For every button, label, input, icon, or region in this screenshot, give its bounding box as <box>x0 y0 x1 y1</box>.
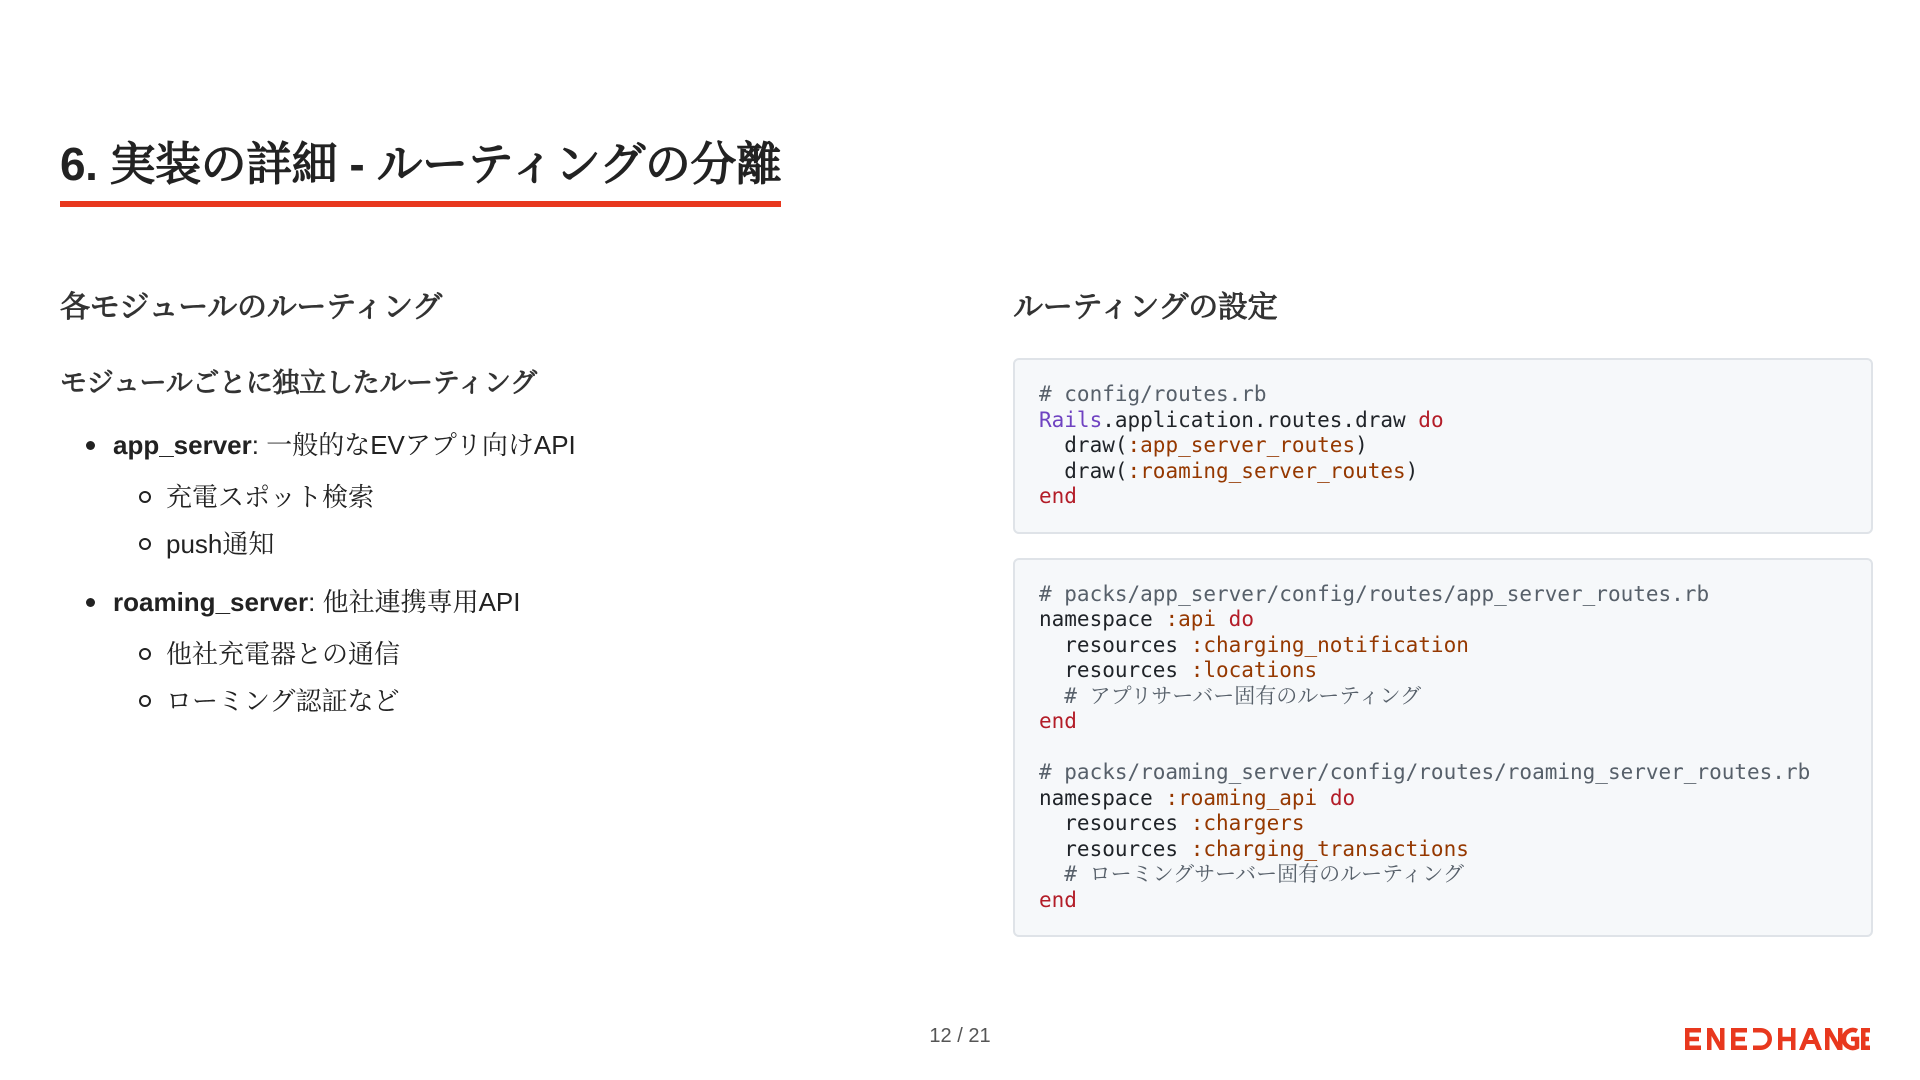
code-text: draw( <box>1039 433 1128 457</box>
module-description: 一般的なEVアプリ向けAPI <box>266 430 576 460</box>
code-text: draw( <box>1039 458 1128 483</box>
code-block-routes <box>1013 358 1873 534</box>
section-heading: 各モジュールのルーティング <box>60 291 442 324</box>
code-symbol: :charging_notification <box>1190 632 1469 657</box>
code-symbol: :app_server_routes <box>1127 433 1356 457</box>
module-name: app_server <box>113 430 252 460</box>
code-symbol: :roaming_server_routes <box>1127 458 1406 483</box>
code-keyword: do <box>1329 785 1356 810</box>
module-name: roaming_server <box>113 587 309 617</box>
section-heading: ルーティングの設定 <box>1013 291 1278 324</box>
separator: : <box>308 587 323 617</box>
module-description: 他社連携専用API <box>322 587 521 617</box>
code-text: ) <box>1355 433 1368 457</box>
module-item-roaming-server <box>60 585 920 718</box>
enechange-logo <box>1685 1025 1870 1053</box>
feature-item: 他社充電器との通信 <box>113 637 920 671</box>
routing-config-section <box>1013 282 1873 937</box>
code-keyword: end <box>1039 887 1077 912</box>
code-constant: Rails <box>1039 407 1103 432</box>
code-symbol: :charging_transactions <box>1190 836 1469 861</box>
code-text: .application.routes.draw <box>1102 407 1419 432</box>
code-comment: # packs/app_server/config/routes/app_server_routes.rb <box>1039 581 1710 606</box>
code-text: resources <box>1039 632 1191 657</box>
feature-item: ローミング認証など <box>113 684 920 718</box>
code-comment: # packs/roaming_server/config/routes/roaming_server_routes.rb <box>1039 760 1811 784</box>
sub-heading: モジュールごとに独立したルーティング <box>60 368 537 398</box>
code-symbol: :api <box>1165 607 1217 631</box>
code-symbol: :chargers <box>1190 811 1305 835</box>
module-list <box>60 428 920 718</box>
code-keyword: end <box>1039 709 1077 733</box>
code-symbol: :locations <box>1190 658 1318 682</box>
code-text: ) <box>1405 458 1419 483</box>
code-text: namespace <box>1039 607 1166 631</box>
slide-title: 6. 実装の詳細 - ルーティングの分離 <box>60 138 781 207</box>
feature-list <box>113 480 920 561</box>
code-text: resources <box>1039 658 1191 682</box>
module-routing-section <box>60 282 920 742</box>
feature-item: push通知 <box>113 527 920 561</box>
code-symbol: :roaming_api <box>1165 785 1318 810</box>
code-text: resources <box>1039 811 1191 835</box>
feature-list <box>113 637 920 718</box>
code-block-pack-routes <box>1013 558 1873 938</box>
code-keyword: do <box>1228 607 1254 631</box>
code-keyword: end <box>1039 484 1077 508</box>
code-comment: # アプリサーバー固有のルーティング <box>1039 683 1422 708</box>
code-keyword: do <box>1418 407 1444 432</box>
separator: : <box>251 430 267 460</box>
code-text: resources <box>1039 836 1191 861</box>
code-text: namespace <box>1039 785 1166 810</box>
feature-item: 充電スポット検索 <box>113 480 920 514</box>
code-comment: # config/routes.rb <box>1039 382 1267 406</box>
page-number: 12 / 21 <box>929 1025 991 1047</box>
code-comment: # ローミングサーバー固有のルーティング <box>1039 862 1465 886</box>
module-item-app-server <box>60 428 920 561</box>
